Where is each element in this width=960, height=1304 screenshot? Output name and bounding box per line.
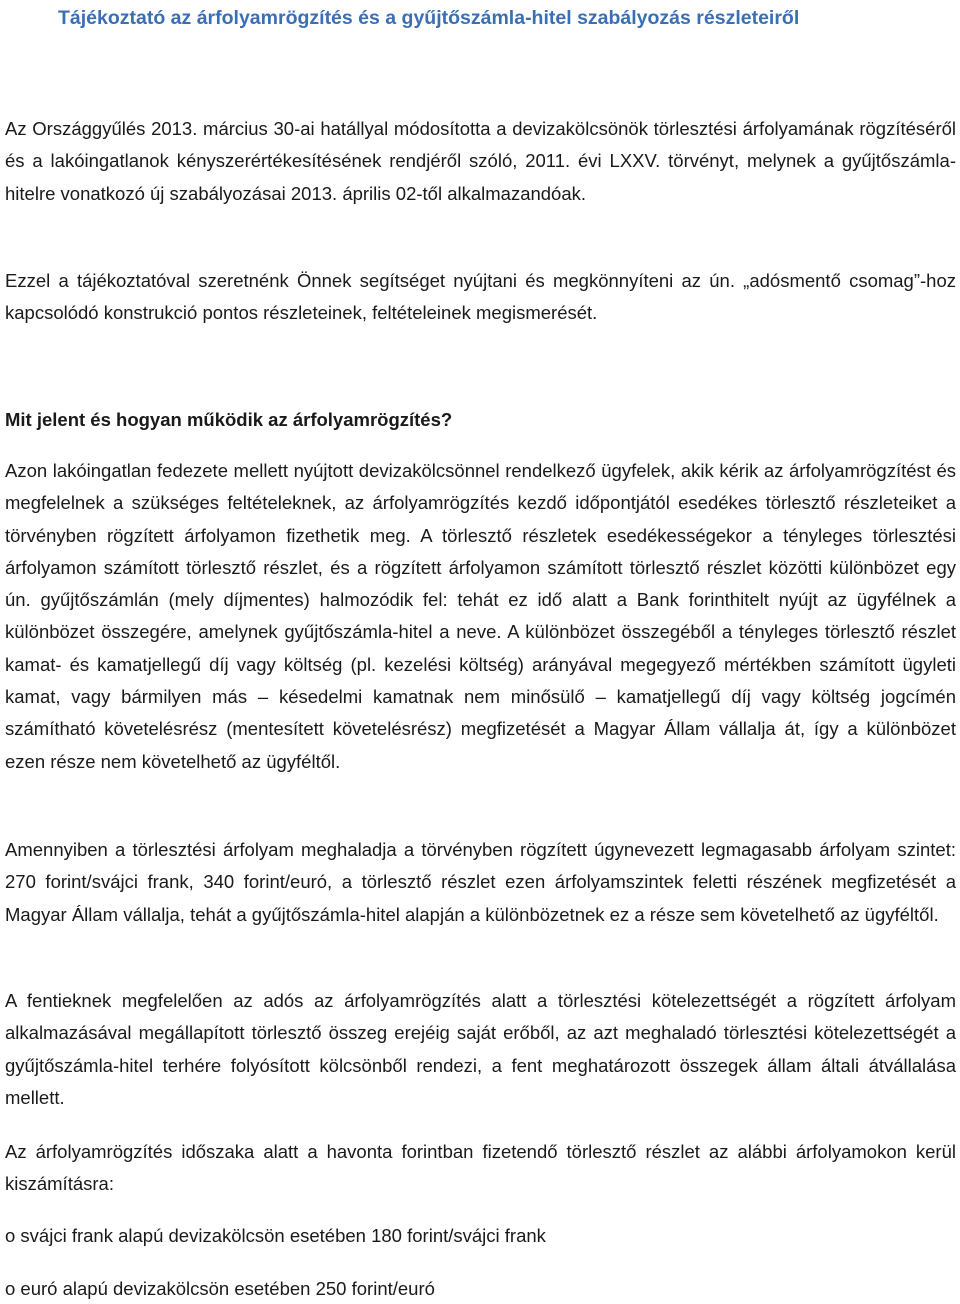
body-paragraph-2: Amennyiben a törlesztési árfolyam meghaladja a törvényben rögzített úgynevezett legmagasabb árfolyam szintet: 270 forint/svájci frank, 340 forint/euró, a törlesztő részlet ezen árfolyamszintek feletti részének megfizetését a Magyar Állam vállalja, tehát a gyűjtőszámla-hitel alapján a különbözetnek ez a része sem követelhető az ügyféltől. [5,839,956,925]
body-paragraph-4: Az árfolyamrögzítés időszaka alatt a havonta forintban fizetendő törlesztő részlet az alábbi árfolyamokon kerül kiszámításra: [5,1141,956,1195]
section-heading: Mit jelent és hogyan működik az árfolyamrögzítés? [5,409,453,430]
body-paragraph-3: A fentieknek megfelelően az adós az árfolyamrögzítés alatt a törlesztési kötelezettségét a rögzített árfolyam alkalmazásával megállapított törlesztő összeg erejéig saját erőből, az azt meghaladó törlesztési kötelezettségét a gyűjtőszámla-hitel terhére folyósított kölcsönből rendezi, a fent meghatározott összegek állam általi átvállalása mellett. [5,990,956,1108]
rate-item-chf: o svájci frank alapú devizakölcsön esetében 180 forint/svájci frank [5,1225,546,1246]
document-title: Tájékoztató az árfolyamrögzítés és a gyűjtőszámla-hitel szabályozás részleteiről [58,7,800,29]
body-paragraph-1: Azon lakóingatlan fedezete mellett nyújtott devizakölcsönnel rendelkező ügyfelek, akik kérik az árfolyamrögzítést és megfelelnek a szükséges feltételeknek, az árfolyamrögzítés kezdő időpontjától esedékes törlesztő részleteiket a törvényben rögzített árfolyamon fizethetik meg. A törlesztő részletek esedékességekor a tényleges törlesztési árfolyamon számított törlesztő részlet, és a rögzített árfolyamon számított törlesztő részlet közötti különbözet egy ún. gyűjtőszámlán (mely díjmentes) halmozódik fel: tehát ez idő alatt a Bank forinthitelt nyújt az ügyfélnek a különbözet összegére, amelynek gyűjtőszámla-hitel a neve. A különbözet összegéből a tényleges törlesztő részlet kamat- és kamatjellegű díj vagy költség (pl. kezelési költség) arányával megegyező mértékben számított ügyleti kamat, vagy bármilyen más – késedelmi kamatnak nem minősülő – kamatjellegű díj vagy költség jogcímén számítható követelésrész (mentesített követelésrész) megfizetését a Magyar Állam vállalja át, így a különbözet ezen része nem követelhető az ügyféltől. [5,460,956,772]
intro-paragraph-2: Ezzel a tájékoztatóval szeretnénk Önnek segítséget nyújtani és megkönnyíteni az ún. „adósmentő csomag”-hoz kapcsolódó konstrukció pontos részleteinek, feltételeinek megismerését. [5,270,956,324]
rate-item-eur: o euró alapú devizakölcsön esetében 250 forint/euró [5,1278,435,1299]
intro-paragraph-1: Az Országgyűlés 2013. március 30-ai hatállyal módosította a devizakölcsönök törlesztési árfolyamának rögzítéséről és a lakóingatlanok kényszerértékesítésének rendjéről szóló, 2011. évi LXXV. törvényt, melynek a gyűjtőszámla-hitelre vonatkozó új szabályozásai 2013. április 02-től alkalmazandóak. [5,118,956,204]
